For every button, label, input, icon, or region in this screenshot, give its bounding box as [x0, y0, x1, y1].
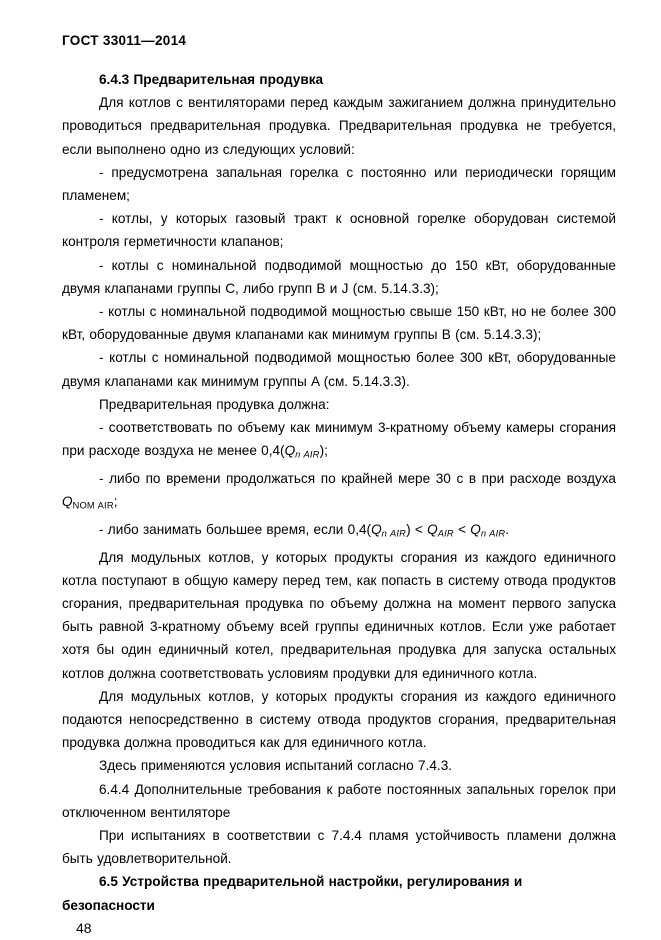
text-segment: Для модульных котлов, у которых продукты сгорания из каждого единичного котла поступают в общую камеру перед тем, как попасть в систему отвода продуктов сгорания, предварительная продувка по объему должна на момент первого запуска быть равной 3-кратному объему всей группы единичных котлов. Если уже работает хотя бы один единичный котел, предварительная продувка для запуска остальных котлов должна соответствовать условиям продувки для единичного котла.	[62, 549, 616, 681]
paragraph	[62, 346, 616, 392]
text-segment: n AIR	[480, 528, 506, 539]
paragraph	[62, 685, 616, 755]
paragraph	[62, 300, 616, 346]
paragraph	[62, 207, 616, 253]
text-segment: );	[319, 443, 328, 459]
paragraph	[62, 393, 616, 416]
paragraph	[62, 467, 616, 518]
text-segment: 6.4.4 Дополнительные требования к работе постоянных запальных горелок при отключенном вентиляторе	[62, 781, 616, 820]
text-segment: AIR	[437, 528, 454, 539]
paragraph	[62, 161, 616, 207]
text-segment: 6.5 Устройства предварительной настройки, регулирования и безопасности	[62, 874, 523, 913]
text-segment: Q	[284, 443, 296, 459]
text-segment: <	[453, 521, 471, 537]
text-segment: Q	[470, 521, 481, 537]
text-segment: ;	[113, 494, 118, 510]
text-segment: - котлы, у которых газовый тракт к основной горелке оборудован системой контроля герметичности клапанов;	[62, 211, 616, 250]
paragraph	[62, 778, 616, 824]
text-segment: - либо занимать большее время, если 0,4(	[99, 521, 372, 537]
paragraph	[62, 546, 616, 685]
heading	[62, 68, 616, 91]
text-segment: Q	[371, 521, 382, 537]
text-segment: n AIR	[295, 449, 320, 460]
text-segment: .	[505, 521, 510, 537]
text-segment: ) <	[406, 521, 428, 537]
text-segment: Для котлов с вентиляторами перед каждым зажиганием должна принудительно проводиться предварительная продувка. Предварительная продувка не требуется, если выполнено одно из следующих условий:	[62, 95, 616, 157]
paragraph	[62, 91, 616, 161]
paragraph	[62, 416, 616, 467]
text-segment: - соответствовать по объему как минимум 3-кратному объему камеры сгорания при расходе воздуха не менее 0,4(	[62, 420, 616, 459]
text-segment: n AIR	[381, 528, 407, 539]
text-segment: Q	[62, 494, 73, 510]
paragraph	[62, 518, 616, 546]
text-segment: - либо по времени продолжаться по крайней мере 30 с в при расходе воздуха	[99, 470, 616, 486]
text-segment: Здесь применяются условия испытаний согласно 7.4.3.	[99, 758, 453, 774]
text-segment: - котлы с номинальной подводимой мощностью более 300 кВт, оборудованные двумя клапанами как минимум группы A (см. 5.14.3.3).	[62, 350, 616, 389]
page-number: 48	[76, 919, 92, 936]
text-segment: Для модульных котлов, у которых продукты сгорания из каждого единичного подаются непосредственно в систему отвода продуктов сгорания, предварительная продувка должна проводиться как для единичного котла.	[62, 688, 616, 751]
text-segment: - котлы с номинальной подводимой мощностью до 150 кВт, оборудованные двумя клапанами группы C, либо групп B и J (см. 5.14.3.3);	[62, 257, 616, 296]
text-segment: 6.4.3 Предварительная продувка	[99, 72, 324, 87]
text-segment: - котлы с номинальной подводимой мощностью свыше 150 кВт, но не более 300 кВт, оборудованные двумя клапанами как минимум группы B (см. 5.14.3.3);	[62, 304, 616, 343]
standard-code: ГОСТ 33011—2014	[62, 33, 187, 48]
paragraph	[62, 254, 616, 300]
heading	[62, 870, 616, 916]
paragraph	[62, 754, 616, 777]
text-segment: NOM AIR	[72, 500, 114, 511]
text-segment: При испытаниях в соответствии с 7.4.4 пламя устойчивость пламени должна быть удовлетворительной.	[62, 828, 616, 867]
text-segment: - предусмотрена запальная горелка с постоянно или периодически горящим пламенем;	[62, 164, 616, 204]
document-body	[62, 68, 616, 917]
paragraph	[62, 824, 616, 870]
text-segment: Q	[427, 521, 438, 537]
text-segment: Предварительная продувка должна:	[99, 396, 330, 412]
